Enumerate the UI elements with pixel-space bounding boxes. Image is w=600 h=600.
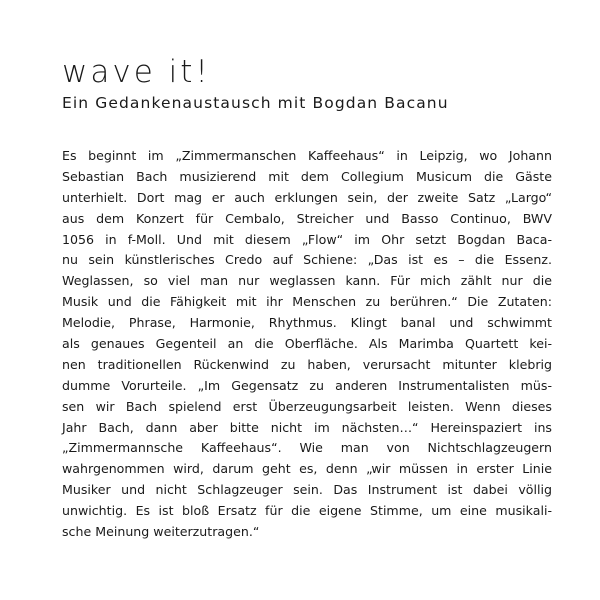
body-line: Musik und die Fähigkeit mit ihr Menschen zu berühren.“ Die Zutaten: <box>62 294 552 310</box>
body-line: nu sein künstlerisches Credo auf Schiene: „Das ist es – die Essenz. <box>62 252 552 268</box>
body-line: sen wir Bach spielend erst Überzeugungsarbeit leisten. Wenn dieses <box>62 398 552 414</box>
body-line: Weglassen, so viel man nur weglassen kann. Für mich zählt nur die <box>62 273 552 289</box>
article-title: wave it! <box>62 54 211 90</box>
body-line: 1056 in f-Moll. Und mit diesem „Flow“ im Ohr setzt Bogdan Baca- <box>62 231 552 247</box>
body-line: unterhielt. Dort mag er auch erklungen sein, der zweite Satz „Largo“ <box>62 189 552 205</box>
body-line: Musiker und nicht Schlagzeuger sein. Das Instrument ist dabei völlig <box>62 482 552 498</box>
body-line: Es beginnt im „Zimmermanschen Kaffeehaus“ in Leipzig, wo Johann <box>62 148 552 163</box>
body-line: unwichtig. Es ist bloß Ersatz für die eigene Stimme, um eine musikali- <box>62 503 552 519</box>
article-body <box>62 146 552 543</box>
body-line: als genaues Gegenteil an die Oberfläche. Als Marimba Quartett kei- <box>62 336 552 352</box>
body-line: Sebastian Bach musizierend mit dem Collegium Musicum die Gäste <box>62 168 552 184</box>
article-subtitle: Ein Gedankenaustausch mit Bogdan Bacanu <box>62 94 449 112</box>
body-line: sche Meinung weiterzutragen.“ <box>62 524 260 540</box>
body-line: aus dem Konzert für Cembalo, Streicher und Basso Continuo, BWV <box>62 210 552 226</box>
body-line: dumme Vorurteile. „Im Gegensatz zu anderen Instrumentalisten müs- <box>62 377 552 393</box>
body-line: Melodie, Phrase, Harmonie, Rhythmus. Klingt banal und schwimmt <box>62 315 552 331</box>
body-line: wahrgenommen wird, darum geht es, denn „wir müssen in erster Linie <box>62 461 552 477</box>
body-line: nen traditionellen Rückenwind zu haben, verursacht mitunter klebrig <box>62 356 552 372</box>
body-line: Jahr Bach, dann aber bitte nicht im nächsten…“ Hereinspaziert ins <box>62 419 552 435</box>
body-line: „Zimmermannsche Kaffeehaus“. Wie man von Nichtschlagzeugern <box>62 440 552 456</box>
